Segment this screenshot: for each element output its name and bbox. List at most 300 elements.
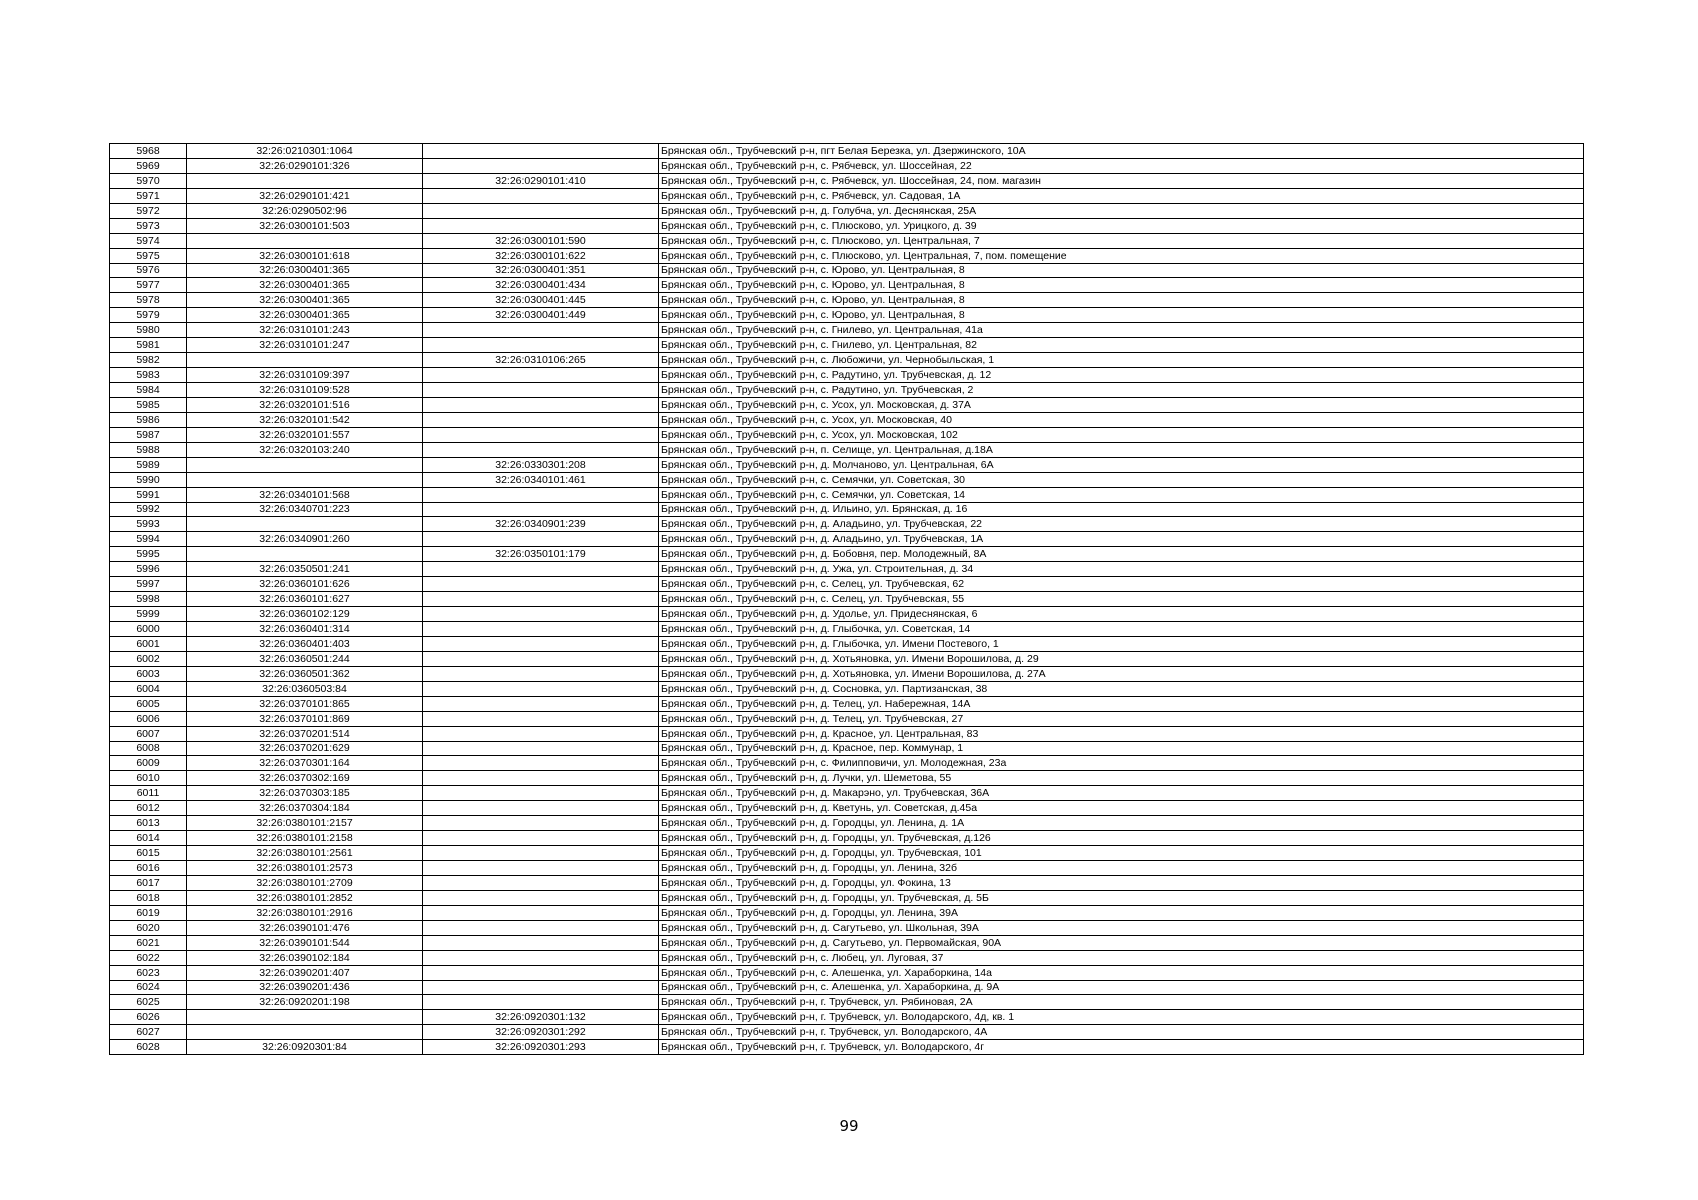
premises-cadastral-number-cell (423, 726, 659, 741)
address-cell: Брянская обл., Трубчевский р-н, д. Ильино, ул. Брянская, д. 16 (659, 502, 1584, 517)
cadastral-number-cell: 32:26:0360501:362 (187, 666, 423, 681)
cadastral-number-cell (187, 517, 423, 532)
premises-cadastral-number-cell (423, 203, 659, 218)
premises-cadastral-number-cell (423, 950, 659, 965)
row-number-cell: 6019 (110, 905, 187, 920)
premises-cadastral-number-cell: 32:26:0290101:410 (423, 173, 659, 188)
premises-cadastral-number-cell: 32:26:0300401:351 (423, 263, 659, 278)
row-number-cell: 5994 (110, 532, 187, 547)
row-number-cell: 5987 (110, 427, 187, 442)
address-cell: Брянская обл., Трубчевский р-н, с. Юрово, ул. Центральная, 8 (659, 308, 1584, 323)
address-cell: Брянская обл., Трубчевский р-н, с. Плюсково, ул. Урицкого, д. 39 (659, 218, 1584, 233)
cadastral-number-cell: 32:26:0340701:223 (187, 502, 423, 517)
row-number-cell: 6009 (110, 756, 187, 771)
table-row (110, 636, 1584, 651)
cadastral-number-cell: 32:26:0390102:184 (187, 950, 423, 965)
table-row (110, 965, 1584, 980)
row-number-cell: 6017 (110, 875, 187, 890)
table-row (110, 487, 1584, 502)
table-row (110, 875, 1584, 890)
row-number-cell: 6027 (110, 1025, 187, 1040)
cadastral-number-cell: 32:26:0380101:2573 (187, 861, 423, 876)
address-cell: Брянская обл., Трубчевский р-н, д. Аладьино, ул. Трубчевская, 22 (659, 517, 1584, 532)
cadastral-number-cell (187, 353, 423, 368)
address-cell: Брянская обл., Трубчевский р-н, д. Макарэно, ул. Трубчевская, 36А (659, 786, 1584, 801)
cadastral-number-cell (187, 1025, 423, 1040)
table-row (110, 218, 1584, 233)
address-cell: Брянская обл., Трубчевский р-н, д. Городцы, ул. Фокина, 13 (659, 875, 1584, 890)
cadastral-number-cell: 32:26:0360102:129 (187, 607, 423, 622)
address-cell: Брянская обл., Трубчевский р-н, д. Хотьяновка, ул. Имени Ворошилова, д. 29 (659, 651, 1584, 666)
address-cell: Брянская обл., Трубчевский р-н, д. Хотьяновка, ул. Имени Ворошилова, д. 27А (659, 666, 1584, 681)
table-row (110, 1040, 1584, 1055)
row-number-cell: 6028 (110, 1040, 187, 1055)
table-row (110, 950, 1584, 965)
cadastral-number-cell: 32:26:0300401:365 (187, 278, 423, 293)
address-cell: Брянская обл., Трубчевский р-н, с. Любец, ул. Луговая, 37 (659, 950, 1584, 965)
address-cell: Брянская обл., Трубчевский р-н, д. Телец, ул. Набережная, 14А (659, 696, 1584, 711)
cadastral-number-cell: 32:26:0320101:557 (187, 427, 423, 442)
row-number-cell: 5976 (110, 263, 187, 278)
cadastral-number-cell: 32:26:0300401:365 (187, 293, 423, 308)
table-row (110, 338, 1584, 353)
premises-cadastral-number-cell: 32:26:0350101:179 (423, 547, 659, 562)
cadastral-number-cell (187, 457, 423, 472)
row-number-cell: 5980 (110, 323, 187, 338)
row-number-cell: 6008 (110, 741, 187, 756)
table-row (110, 607, 1584, 622)
cadastral-number-cell: 32:26:0310101:243 (187, 323, 423, 338)
premises-cadastral-number-cell (423, 562, 659, 577)
row-number-cell: 6001 (110, 636, 187, 651)
table-row (110, 502, 1584, 517)
premises-cadastral-number-cell (423, 861, 659, 876)
cadastral-number-cell: 32:26:0300401:365 (187, 263, 423, 278)
row-number-cell: 5989 (110, 457, 187, 472)
row-number-cell: 6025 (110, 995, 187, 1010)
row-number-cell: 5978 (110, 293, 187, 308)
premises-cadastral-number-cell (423, 995, 659, 1010)
cadastral-number-cell: 32:26:0920201:198 (187, 995, 423, 1010)
premises-cadastral-number-cell (423, 831, 659, 846)
cadastral-number-cell: 32:26:0360101:626 (187, 577, 423, 592)
address-cell: Брянская обл., Трубчевский р-н, пгт Белая Березка, ул. Дзержинского, 10А (659, 144, 1584, 159)
address-cell: Брянская обл., Трубчевский р-н, с. Селец, ул. Трубчевская, 62 (659, 577, 1584, 592)
table-row (110, 562, 1584, 577)
row-number-cell: 6007 (110, 726, 187, 741)
table-row (110, 144, 1584, 159)
premises-cadastral-number-cell (423, 218, 659, 233)
table-row (110, 816, 1584, 831)
premises-cadastral-number-cell: 32:26:0920301:132 (423, 1010, 659, 1025)
premises-cadastral-number-cell (423, 144, 659, 159)
address-cell: Брянская обл., Трубчевский р-н, с. Рябчевск, ул. Шоссейная, 24, пом. магазин (659, 173, 1584, 188)
address-cell: Брянская обл., Трубчевский р-н, д. Кветунь, ул. Советская, д.45а (659, 801, 1584, 816)
cadastral-number-cell: 32:26:0290101:326 (187, 158, 423, 173)
premises-cadastral-number-cell (423, 846, 659, 861)
address-cell: Брянская обл., Трубчевский р-н, г. Трубчевск, ул. Рябиновая, 2А (659, 995, 1584, 1010)
table-row (110, 263, 1584, 278)
row-number-cell: 5993 (110, 517, 187, 532)
cadastral-number-cell: 32:26:0390101:544 (187, 935, 423, 950)
row-number-cell: 5970 (110, 173, 187, 188)
row-number-cell: 5996 (110, 562, 187, 577)
row-number-cell: 5988 (110, 442, 187, 457)
premises-cadastral-number-cell: 32:26:0920301:292 (423, 1025, 659, 1040)
address-cell: Брянская обл., Трубчевский р-н, п. Селище, ул. Центральная, д.18А (659, 442, 1584, 457)
cadastral-number-cell: 32:26:0370201:629 (187, 741, 423, 756)
cadastral-number-cell (187, 173, 423, 188)
row-number-cell: 5983 (110, 368, 187, 383)
premises-cadastral-number-cell: 32:26:0920301:293 (423, 1040, 659, 1055)
cadastral-number-cell: 32:26:0360501:244 (187, 651, 423, 666)
table-row (110, 412, 1584, 427)
premises-cadastral-number-cell: 32:26:0300101:590 (423, 233, 659, 248)
row-number-cell: 5984 (110, 383, 187, 398)
premises-cadastral-number-cell (423, 442, 659, 457)
address-cell: Брянская обл., Трубчевский р-н, с. Филипповичи, ул. Молодежная, 23а (659, 756, 1584, 771)
premises-cadastral-number-cell (423, 905, 659, 920)
cadastral-number-cell: 32:26:0380101:2157 (187, 816, 423, 831)
cadastral-number-cell: 32:26:0380101:2852 (187, 890, 423, 905)
address-cell: Брянская обл., Трубчевский р-н, д. Красное, пер. Коммунар, 1 (659, 741, 1584, 756)
cadastral-number-cell: 32:26:0370304:184 (187, 801, 423, 816)
cadastral-number-cell: 32:26:0390101:476 (187, 920, 423, 935)
address-cell: Брянская обл., Трубчевский р-н, г. Трубчевск, ул. Володарского, 4г (659, 1040, 1584, 1055)
cadastral-number-cell: 32:26:0390201:436 (187, 980, 423, 995)
table-row (110, 368, 1584, 383)
address-cell: Брянская обл., Трубчевский р-н, д. Городцы, ул. Ленина, 32б (659, 861, 1584, 876)
table-row (110, 846, 1584, 861)
premises-cadastral-number-cell (423, 622, 659, 637)
premises-cadastral-number-cell (423, 338, 659, 353)
table-row (110, 293, 1584, 308)
table-row (110, 323, 1584, 338)
premises-cadastral-number-cell (423, 875, 659, 890)
premises-cadastral-number-cell (423, 502, 659, 517)
row-number-cell: 5997 (110, 577, 187, 592)
row-number-cell: 6021 (110, 935, 187, 950)
address-cell: Брянская обл., Трубчевский р-н, с. Алешенка, ул. Хараборкина, 14а (659, 965, 1584, 980)
address-cell: Брянская обл., Трубчевский р-н, с. Юрово, ул. Центральная, 8 (659, 278, 1584, 293)
cadastral-number-cell: 32:26:0380101:2916 (187, 905, 423, 920)
row-number-cell: 5990 (110, 472, 187, 487)
address-cell: Брянская обл., Трубчевский р-н, с. Семячки, ул. Советская, 14 (659, 487, 1584, 502)
address-cell: Брянская обл., Трубчевский р-н, с. Селец, ул. Трубчевская, 55 (659, 592, 1584, 607)
cadastral-number-cell: 32:26:0360401:314 (187, 622, 423, 637)
address-cell: Брянская обл., Трубчевский р-н, с. Любожичи, ул. Чернобыльская, 1 (659, 353, 1584, 368)
cadastral-number-cell: 32:26:0320101:516 (187, 397, 423, 412)
premises-cadastral-number-cell (423, 487, 659, 502)
address-cell: Брянская обл., Трубчевский р-н, д. Глыбочка, ул. Имени Постевого, 1 (659, 636, 1584, 651)
premises-cadastral-number-cell (423, 920, 659, 935)
row-number-cell: 6012 (110, 801, 187, 816)
table-row (110, 756, 1584, 771)
table-row (110, 1010, 1584, 1025)
address-cell: Брянская обл., Трубчевский р-н, д. Голубча, ул. Деснянская, 25А (659, 203, 1584, 218)
cadastral-number-cell: 32:26:0340101:568 (187, 487, 423, 502)
table-row (110, 786, 1584, 801)
premises-cadastral-number-cell (423, 368, 659, 383)
row-number-cell: 6013 (110, 816, 187, 831)
table-row (110, 831, 1584, 846)
address-cell: Брянская обл., Трубчевский р-н, с. Радутино, ул. Трубчевская, д. 12 (659, 368, 1584, 383)
premises-cadastral-number-cell: 32:26:0300401:449 (423, 308, 659, 323)
premises-cadastral-number-cell: 32:26:0300101:622 (423, 248, 659, 263)
row-number-cell: 5982 (110, 353, 187, 368)
row-number-cell: 5979 (110, 308, 187, 323)
premises-cadastral-number-cell: 32:26:0340101:461 (423, 472, 659, 487)
table-row (110, 472, 1584, 487)
table-row (110, 278, 1584, 293)
address-cell: Брянская обл., Трубчевский р-н, с. Рябчевск, ул. Шоссейная, 22 (659, 158, 1584, 173)
address-cell: Брянская обл., Трубчевский р-н, д. Сагутьево, ул. Первомайская, 90А (659, 935, 1584, 950)
address-cell: Брянская обл., Трубчевский р-н, с. Юрово, ул. Центральная, 8 (659, 263, 1584, 278)
cadastral-number-cell (187, 547, 423, 562)
table-row (110, 861, 1584, 876)
address-cell: Брянская обл., Трубчевский р-н, с. Усох, ул. Московская, д. 37А (659, 397, 1584, 412)
cadastral-number-cell: 32:26:0300101:618 (187, 248, 423, 263)
row-number-cell: 5995 (110, 547, 187, 562)
table-row (110, 771, 1584, 786)
cadastral-number-cell: 32:26:0370101:869 (187, 711, 423, 726)
table-row (110, 577, 1584, 592)
table-row (110, 457, 1584, 472)
premises-cadastral-number-cell: 32:26:0300401:445 (423, 293, 659, 308)
premises-cadastral-number-cell (423, 741, 659, 756)
cadastral-number-cell: 32:26:0320101:542 (187, 412, 423, 427)
registry-table (109, 143, 1584, 1055)
premises-cadastral-number-cell (423, 890, 659, 905)
cadastral-number-cell: 32:26:0370101:865 (187, 696, 423, 711)
table-row (110, 547, 1584, 562)
address-cell: Брянская обл., Трубчевский р-н, с. Семячки, ул. Советская, 30 (659, 472, 1584, 487)
row-number-cell: 6024 (110, 980, 187, 995)
address-cell: Брянская обл., Трубчевский р-н, д. Городцы, ул. Трубчевская, 101 (659, 846, 1584, 861)
table-row (110, 995, 1584, 1010)
cadastral-number-cell: 32:26:0310101:247 (187, 338, 423, 353)
premises-cadastral-number-cell (423, 412, 659, 427)
premises-cadastral-number-cell (423, 935, 659, 950)
row-number-cell: 6010 (110, 771, 187, 786)
row-number-cell: 5977 (110, 278, 187, 293)
address-cell: Брянская обл., Трубчевский р-н, с. Усох, ул. Московская, 102 (659, 427, 1584, 442)
row-number-cell: 6023 (110, 965, 187, 980)
premises-cadastral-number-cell (423, 696, 659, 711)
premises-cadastral-number-cell (423, 532, 659, 547)
row-number-cell: 5975 (110, 248, 187, 263)
cadastral-number-cell: 32:26:0380101:2709 (187, 875, 423, 890)
cadastral-number-cell: 32:26:0920301:84 (187, 1040, 423, 1055)
premises-cadastral-number-cell (423, 756, 659, 771)
premises-cadastral-number-cell (423, 816, 659, 831)
row-number-cell: 6018 (110, 890, 187, 905)
row-number-cell: 6020 (110, 920, 187, 935)
row-number-cell: 5992 (110, 502, 187, 517)
address-cell: Брянская обл., Трубчевский р-н, д. Сосновка, ул. Партизанская, 38 (659, 681, 1584, 696)
cadastral-number-cell (187, 233, 423, 248)
table-row (110, 592, 1584, 607)
cadastral-number-cell: 32:26:0290502:96 (187, 203, 423, 218)
cadastral-number-cell: 32:26:0210301:1064 (187, 144, 423, 159)
address-cell: Брянская обл., Трубчевский р-н, д. Красное, ул. Центральная, 83 (659, 726, 1584, 741)
row-number-cell: 5999 (110, 607, 187, 622)
registry-table-body (110, 144, 1584, 1055)
premises-cadastral-number-cell: 32:26:0310106:265 (423, 353, 659, 368)
address-cell: Брянская обл., Трубчевский р-н, д. Аладьино, ул. Трубчевская, 1А (659, 532, 1584, 547)
table-row (110, 442, 1584, 457)
address-cell: Брянская обл., Трубчевский р-н, д. Городцы, ул. Трубчевская, д.126 (659, 831, 1584, 846)
premises-cadastral-number-cell (423, 188, 659, 203)
row-number-cell: 5986 (110, 412, 187, 427)
premises-cadastral-number-cell (423, 666, 659, 681)
address-cell: Брянская обл., Трубчевский р-н, с. Гнилево, ул. Центральная, 41а (659, 323, 1584, 338)
cadastral-number-cell (187, 472, 423, 487)
cadastral-number-cell: 32:26:0370301:164 (187, 756, 423, 771)
table-row (110, 980, 1584, 995)
address-cell: Брянская обл., Трубчевский р-н, д. Телец, ул. Трубчевская, 27 (659, 711, 1584, 726)
premises-cadastral-number-cell (423, 771, 659, 786)
cadastral-number-cell: 32:26:0340901:260 (187, 532, 423, 547)
table-row (110, 397, 1584, 412)
row-number-cell: 5998 (110, 592, 187, 607)
table-row (110, 890, 1584, 905)
cadastral-number-cell: 32:26:0290101:421 (187, 188, 423, 203)
address-cell: Брянская обл., Трубчевский р-н, д. Городцы, ул. Ленина, 39А (659, 905, 1584, 920)
table-row (110, 801, 1584, 816)
row-number-cell: 5985 (110, 397, 187, 412)
row-number-cell: 6015 (110, 846, 187, 861)
premises-cadastral-number-cell (423, 786, 659, 801)
row-number-cell: 6016 (110, 861, 187, 876)
premises-cadastral-number-cell (423, 323, 659, 338)
page-number: 99 (839, 1117, 859, 1135)
row-number-cell: 6014 (110, 831, 187, 846)
premises-cadastral-number-cell: 32:26:0330301:208 (423, 457, 659, 472)
address-cell: Брянская обл., Трубчевский р-н, с. Рябчевск, ул. Садовая, 1А (659, 188, 1584, 203)
table-row (110, 741, 1584, 756)
address-cell: Брянская обл., Трубчевский р-н, с. Гнилево, ул. Центральная, 82 (659, 338, 1584, 353)
row-number-cell: 5968 (110, 144, 187, 159)
cadastral-number-cell: 32:26:0370302:169 (187, 771, 423, 786)
address-cell: Брянская обл., Трубчевский р-н, д. Молчаново, ул. Центральная, 6А (659, 457, 1584, 472)
table-row (110, 711, 1584, 726)
row-number-cell: 6003 (110, 666, 187, 681)
table-row (110, 517, 1584, 532)
cadastral-number-cell: 32:26:0370201:514 (187, 726, 423, 741)
address-cell: Брянская обл., Трубчевский р-н, с. Плюсково, ул. Центральная, 7, пом. помещение (659, 248, 1584, 263)
premises-cadastral-number-cell (423, 980, 659, 995)
cadastral-number-cell (187, 1010, 423, 1025)
cadastral-number-cell: 32:26:0310109:528 (187, 383, 423, 398)
table-row (110, 920, 1584, 935)
cadastral-number-cell: 32:26:0300401:365 (187, 308, 423, 323)
row-number-cell: 6002 (110, 651, 187, 666)
row-number-cell: 5974 (110, 233, 187, 248)
premises-cadastral-number-cell: 32:26:0340901:239 (423, 517, 659, 532)
address-cell: Брянская обл., Трубчевский р-н, с. Усох, ул. Московская, 40 (659, 412, 1584, 427)
table-row (110, 651, 1584, 666)
cadastral-number-cell: 32:26:0380101:2561 (187, 846, 423, 861)
premises-cadastral-number-cell (423, 158, 659, 173)
premises-cadastral-number-cell (423, 636, 659, 651)
table-row (110, 622, 1584, 637)
address-cell: Брянская обл., Трубчевский р-н, д. Городцы, ул. Трубчевская, д. 5Б (659, 890, 1584, 905)
table-row (110, 203, 1584, 218)
address-cell: Брянская обл., Трубчевский р-н, г. Трубчевск, ул. Володарского, 4А (659, 1025, 1584, 1040)
cadastral-number-cell: 32:26:0390201:407 (187, 965, 423, 980)
cadastral-number-cell: 32:26:0380101:2158 (187, 831, 423, 846)
premises-cadastral-number-cell (423, 383, 659, 398)
table-row (110, 681, 1584, 696)
row-number-cell: 5971 (110, 188, 187, 203)
premises-cadastral-number-cell (423, 577, 659, 592)
row-number-cell: 6005 (110, 696, 187, 711)
address-cell: Брянская обл., Трубчевский р-н, д. Ужа, ул. Строительная, д. 34 (659, 562, 1584, 577)
table-row (110, 532, 1584, 547)
premises-cadastral-number-cell (423, 427, 659, 442)
row-number-cell: 5972 (110, 203, 187, 218)
address-cell: Брянская обл., Трубчевский р-н, д. Глыбочка, ул. Советская, 14 (659, 622, 1584, 637)
table-row (110, 353, 1584, 368)
premises-cadastral-number-cell (423, 681, 659, 696)
table-row (110, 666, 1584, 681)
premises-cadastral-number-cell (423, 711, 659, 726)
table-row (110, 383, 1584, 398)
cadastral-number-cell: 32:26:0300101:503 (187, 218, 423, 233)
address-cell: Брянская обл., Трубчевский р-н, с. Юрово, ул. Центральная, 8 (659, 293, 1584, 308)
cadastral-number-cell: 32:26:0360401:403 (187, 636, 423, 651)
premises-cadastral-number-cell (423, 592, 659, 607)
row-number-cell: 6026 (110, 1010, 187, 1025)
row-number-cell: 6006 (110, 711, 187, 726)
address-cell: Брянская обл., Трубчевский р-н, г. Трубчевск, ул. Володарского, 4д, кв. 1 (659, 1010, 1584, 1025)
cadastral-number-cell: 32:26:0370303:185 (187, 786, 423, 801)
row-number-cell: 5973 (110, 218, 187, 233)
address-cell: Брянская обл., Трубчевский р-н, д. Удолье, ул. Придеснянская, 6 (659, 607, 1584, 622)
table-row (110, 726, 1584, 741)
cadastral-number-cell: 32:26:0360101:627 (187, 592, 423, 607)
address-cell: Брянская обл., Трубчевский р-н, с. Плюсково, ул. Центральная, 7 (659, 233, 1584, 248)
address-cell: Брянская обл., Трубчевский р-н, д. Бобовня, пер. Молодежный, 8А (659, 547, 1584, 562)
cadastral-number-cell: 32:26:0320103:240 (187, 442, 423, 457)
table-row (110, 173, 1584, 188)
table-row (110, 427, 1584, 442)
premises-cadastral-number-cell (423, 965, 659, 980)
cadastral-number-cell: 32:26:0360503:84 (187, 681, 423, 696)
table-row (110, 188, 1584, 203)
premises-cadastral-number-cell (423, 397, 659, 412)
row-number-cell: 5991 (110, 487, 187, 502)
premises-cadastral-number-cell (423, 651, 659, 666)
address-cell: Брянская обл., Трубчевский р-н, д. Городцы, ул. Ленина, д. 1А (659, 816, 1584, 831)
cadastral-number-cell: 32:26:0310109:397 (187, 368, 423, 383)
address-cell: Брянская обл., Трубчевский р-н, д. Сагутьево, ул. Школьная, 39А (659, 920, 1584, 935)
cadastral-number-cell: 32:26:0350501:241 (187, 562, 423, 577)
row-number-cell: 6000 (110, 622, 187, 637)
row-number-cell: 6004 (110, 681, 187, 696)
premises-cadastral-number-cell (423, 607, 659, 622)
table-row (110, 696, 1584, 711)
address-cell: Брянская обл., Трубчевский р-н, с. Алешенка, ул. Хараборкина, д. 9А (659, 980, 1584, 995)
address-cell: Брянская обл., Трубчевский р-н, д. Лучки, ул. Шеметова, 55 (659, 771, 1584, 786)
table-row (110, 1025, 1584, 1040)
row-number-cell: 6022 (110, 950, 187, 965)
row-number-cell: 5981 (110, 338, 187, 353)
premises-cadastral-number-cell: 32:26:0300401:434 (423, 278, 659, 293)
table-row (110, 158, 1584, 173)
address-cell: Брянская обл., Трубчевский р-н, с. Радутино, ул. Трубчевская, 2 (659, 383, 1584, 398)
